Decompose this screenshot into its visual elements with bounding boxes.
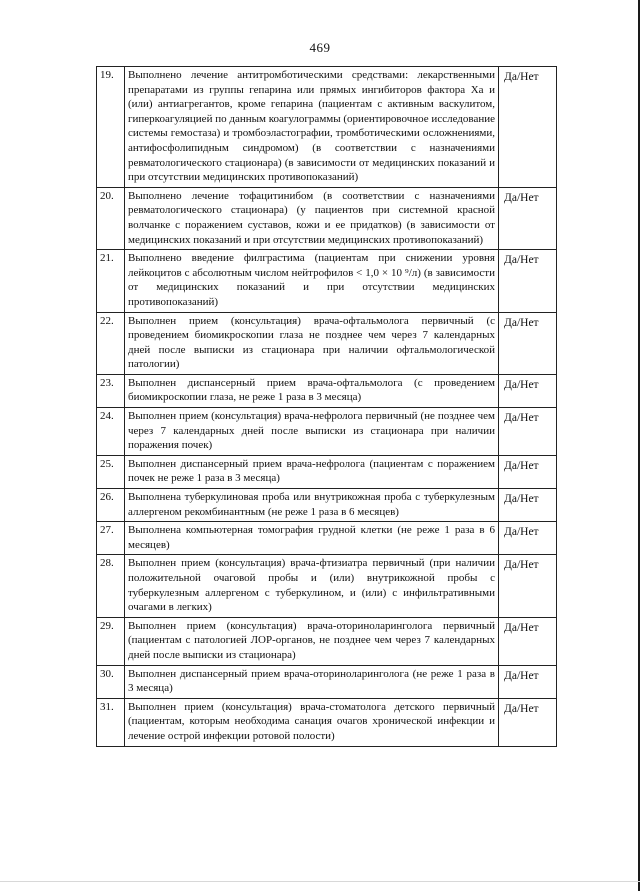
row-answer: Да/Нет <box>504 71 539 83</box>
row-answer: Да/Нет <box>504 669 539 682</box>
row-criterion-cell <box>125 455 499 488</box>
row-answer-cell <box>499 312 557 374</box>
row-criterion-cell <box>125 698 499 746</box>
table-row <box>97 67 557 188</box>
table-row <box>97 489 557 522</box>
row-criterion-cell <box>125 617 499 665</box>
row-number: 25. <box>100 457 114 470</box>
row-number: 19. <box>100 69 114 81</box>
row-criterion-cell <box>125 665 499 698</box>
row-number-cell <box>97 522 125 555</box>
row-criterion: Выполнен диспансерный прием врача-офтальмолога (с проведением биомикроскопии глаза, не реже 1 раза в 3 месяца) <box>128 376 495 404</box>
row-criterion-cell <box>125 187 499 249</box>
row-number-cell <box>97 455 125 488</box>
row-number-cell <box>97 489 125 522</box>
row-answer-cell <box>499 555 557 617</box>
row-number: 23. <box>100 376 114 389</box>
row-number-cell <box>97 250 125 312</box>
table-row <box>97 522 557 555</box>
row-answer-cell <box>499 67 557 188</box>
row-criterion: Выполнено введение филграстима (пациентам при снижении уровня лейкоцитов с абсолютным числом нейтрофилов < 1,0 × 10 ⁹/л) (в зависимости от медицинских показаний и при отсутствии медицинских противопоказаний) <box>128 252 495 308</box>
row-criterion: Выполнен диспансерный прием врача-оториноларинголога (не реже 1 раза в 3 месяца) <box>128 667 495 695</box>
row-criterion-cell <box>125 555 499 617</box>
row-criterion: Выполнен прием (консультация) врача-офтальмолога первичный (с проведением биомикроскопии глаза не позднее чем через 7 календарных дней после выписки из стационара при наличии офтальмологической патологии) <box>128 314 495 371</box>
row-answer: Да/Нет <box>504 378 539 391</box>
row-number: 31. <box>100 700 114 713</box>
row-criterion-cell <box>125 312 499 374</box>
row-answer-cell <box>499 617 557 665</box>
row-answer: Да/Нет <box>504 559 539 572</box>
row-answer-cell <box>499 665 557 698</box>
row-criterion: Выполнен прием (консультация) врача-стоматолога детского первичный (пациентам, которым необходима санация очагов хронической инфекции и лечение острой инфекции ротовой полости) <box>128 700 495 742</box>
row-number: 27. <box>100 524 114 537</box>
row-answer-cell <box>499 455 557 488</box>
row-criterion-cell <box>125 489 499 522</box>
row-criterion: Выполнена туберкулиновая проба или внутрикожная проба с туберкулезным аллергеном рекомбинантным (не реже 1 раза в 6 месяцев) <box>128 491 495 518</box>
row-answer: Да/Нет <box>504 526 539 539</box>
criteria-table-body <box>97 67 557 747</box>
row-answer: Да/Нет <box>504 493 539 506</box>
row-criterion-cell <box>125 408 499 456</box>
row-criterion: Выполнен прием (консультация) врача-нефролога первичный (не позднее чем через 7 календарных дней после выписки из стационара при наличии поражения почек) <box>128 410 495 452</box>
row-answer-cell <box>499 250 557 312</box>
row-answer: Да/Нет <box>504 702 539 715</box>
row-number: 20. <box>100 189 114 202</box>
row-criterion: Выполнен прием (консультация) врача-фтизиатра первичный (при наличии положительной очаговой пробы и (или) внутрикожной пробы с туберкулезным аллергеном с туберкулином, и (или) с инфильтративными очагами в легких) <box>128 557 495 614</box>
table-row <box>97 408 557 456</box>
row-criterion-cell <box>125 67 499 188</box>
row-criterion: Выполнено лечение тофацитинибом (в соответствии с назначениями ревматологического стационара) (у пациентов при системной красной волчанке с поражением суставов, кожи и ее придатков) (в зависимости от медицинских показаний и при отсутствии медицинских противопоказаний) <box>128 189 495 246</box>
table-row <box>97 312 557 374</box>
row-number: 29. <box>100 619 114 632</box>
page-number: 469 <box>309 40 331 55</box>
row-answer-cell <box>499 187 557 249</box>
row-number-cell <box>97 312 125 374</box>
row-answer-cell <box>499 489 557 522</box>
row-number: 28. <box>100 557 114 570</box>
row-criterion: Выполнен прием (консультация) врача-оториноларинголога первичный (пациентам с патологией ЛОР-органов, не позднее чем через 7 календарных дней после выписки из стационара) <box>128 619 495 661</box>
row-answer-cell <box>499 698 557 746</box>
row-number-cell <box>97 374 125 407</box>
row-answer: Да/Нет <box>504 191 539 204</box>
row-criterion: Выполнена компьютерная томография грудной клетки (не реже 1 раза в 6 месяцев) <box>128 524 495 551</box>
row-number-cell <box>97 617 125 665</box>
row-answer: Да/Нет <box>504 254 539 267</box>
row-answer-cell <box>499 522 557 555</box>
table-row <box>97 455 557 488</box>
table-row <box>97 555 557 617</box>
table-row <box>97 187 557 249</box>
row-answer: Да/Нет <box>504 316 539 329</box>
row-criterion: Выполнен диспансерный прием врача-нефролога (пациентам с поражением почек не реже 1 раза в 3 месяца) <box>128 457 495 485</box>
scan-bottom-edge <box>0 881 640 892</box>
row-number: 22. <box>100 314 114 327</box>
row-criterion-cell <box>125 522 499 555</box>
row-criterion-cell <box>125 374 499 407</box>
table-row <box>97 374 557 407</box>
row-number-cell <box>97 665 125 698</box>
row-answer: Да/Нет <box>504 459 539 472</box>
row-number-cell <box>97 698 125 746</box>
row-number-cell <box>97 187 125 249</box>
table-row <box>97 698 557 746</box>
row-number-cell <box>97 67 125 188</box>
row-answer-cell <box>499 374 557 407</box>
row-criterion-cell <box>125 250 499 312</box>
table-row <box>97 665 557 698</box>
row-answer-cell <box>499 408 557 456</box>
row-answer: Да/Нет <box>504 412 539 425</box>
row-number: 26. <box>100 491 114 504</box>
row-number: 24. <box>100 410 114 423</box>
row-criterion: Выполнено лечение антитромботическими средствами: лекарственными препаратами из группы гепарина или прямых ингибиторов фактора Ха и (или) антиагрегантов, кроме гепарина (пациентам с активным васкулитом, гиперкоагуляцией по данным коагулограммы (ориентировочное исследование системы гемостаза) и тромбоэластографии, тромботическими осложнениями, антифосфолипидным синдромом) (в соответствии с назначениями ревматологического стационара) (в зависимости от медицинских показаний и при отсутствии медицинских противопоказаний) <box>128 69 495 184</box>
row-number-cell <box>97 408 125 456</box>
table-row <box>97 617 557 665</box>
criteria-table <box>96 66 557 747</box>
row-number: 21. <box>100 252 114 265</box>
row-number: 30. <box>100 667 114 680</box>
row-answer: Да/Нет <box>504 621 539 634</box>
table-row <box>97 250 557 312</box>
row-number-cell <box>97 555 125 617</box>
